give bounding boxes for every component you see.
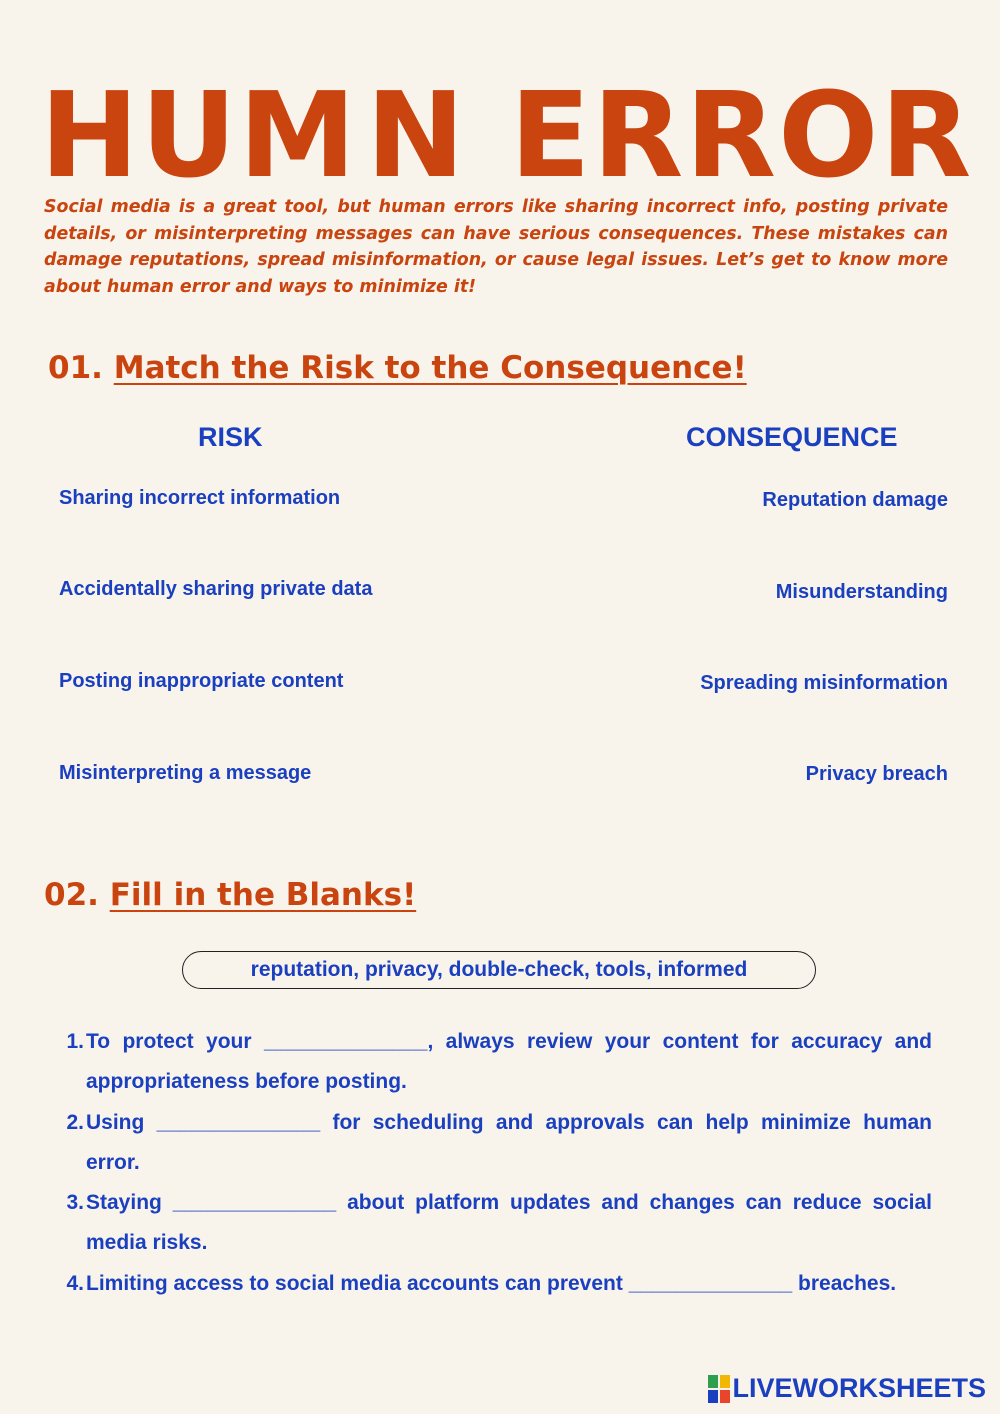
consequence-item[interactable]: Privacy breach [805, 763, 948, 785]
intro-paragraph: Social media is a great tool, but human errors like sharing incorrect info, posting private details, or misinterpreting messages can have serious consequences. These mistakes can damage reputations, spread misinformation, or cause legal issues. Let’s get to know more about human error and ways to minimize it! [44, 197, 948, 297]
risk-item[interactable]: Sharing incorrect information [59, 487, 341, 509]
item-text[interactable]: To protect your ______________, always review your content for accuracy and appropriateness before posting. [86, 1030, 932, 1094]
risk-heading: RISK [198, 422, 263, 452]
section2-title: Fill in the Blanks! [109, 877, 417, 913]
section2-number: 02. [44, 877, 99, 913]
liveworksheets-logo-icon [708, 1375, 730, 1403]
item-text[interactable]: Limiting access to social media accounts can prevent ______________ breaches. [86, 1271, 897, 1295]
word-bank: reputation, privacy, double-check, tools, informed [182, 951, 816, 989]
title-left: HUM [40, 66, 358, 204]
item-number: 3. [66, 1191, 84, 1215]
page-title [40, 66, 974, 204]
consequence-item[interactable]: Misunderstanding [775, 581, 948, 603]
section1-number: 01. [48, 350, 103, 386]
item-text[interactable]: Using ______________ for scheduling and approvals can help minimize human error. [86, 1110, 932, 1174]
section1-title: Match the Risk to the Consequence! [113, 350, 747, 386]
item-number: 2. [66, 1110, 84, 1134]
title-right: N ERROR [366, 66, 974, 204]
item-number: 1. [66, 1030, 84, 1053]
list-item [58, 1103, 932, 1184]
consequence-heading: CONSEQUENCE [686, 422, 898, 452]
item-text[interactable]: Staying ______________ about platform updates and changes can reduce social media risks. [86, 1191, 932, 1255]
fill-in-blanks-list [58, 1022, 932, 1304]
list-item [58, 1264, 932, 1304]
consequence-item[interactable]: Reputation damage [762, 489, 948, 511]
brand-text: LIVEWORKSHEETS [732, 1373, 986, 1403]
section1-heading [48, 350, 747, 386]
consequence-item[interactable]: Spreading misinformation [700, 672, 948, 694]
liveworksheets-brand [708, 1373, 986, 1404]
item-number: 4. [66, 1271, 84, 1295]
risk-item[interactable]: Accidentally sharing private data [59, 578, 373, 600]
list-item [58, 1022, 932, 1103]
list-item [58, 1183, 932, 1264]
risk-item[interactable]: Misinterpreting a message [59, 762, 312, 784]
risk-item[interactable]: Posting inappropriate content [59, 670, 344, 692]
section2-heading [44, 877, 416, 913]
